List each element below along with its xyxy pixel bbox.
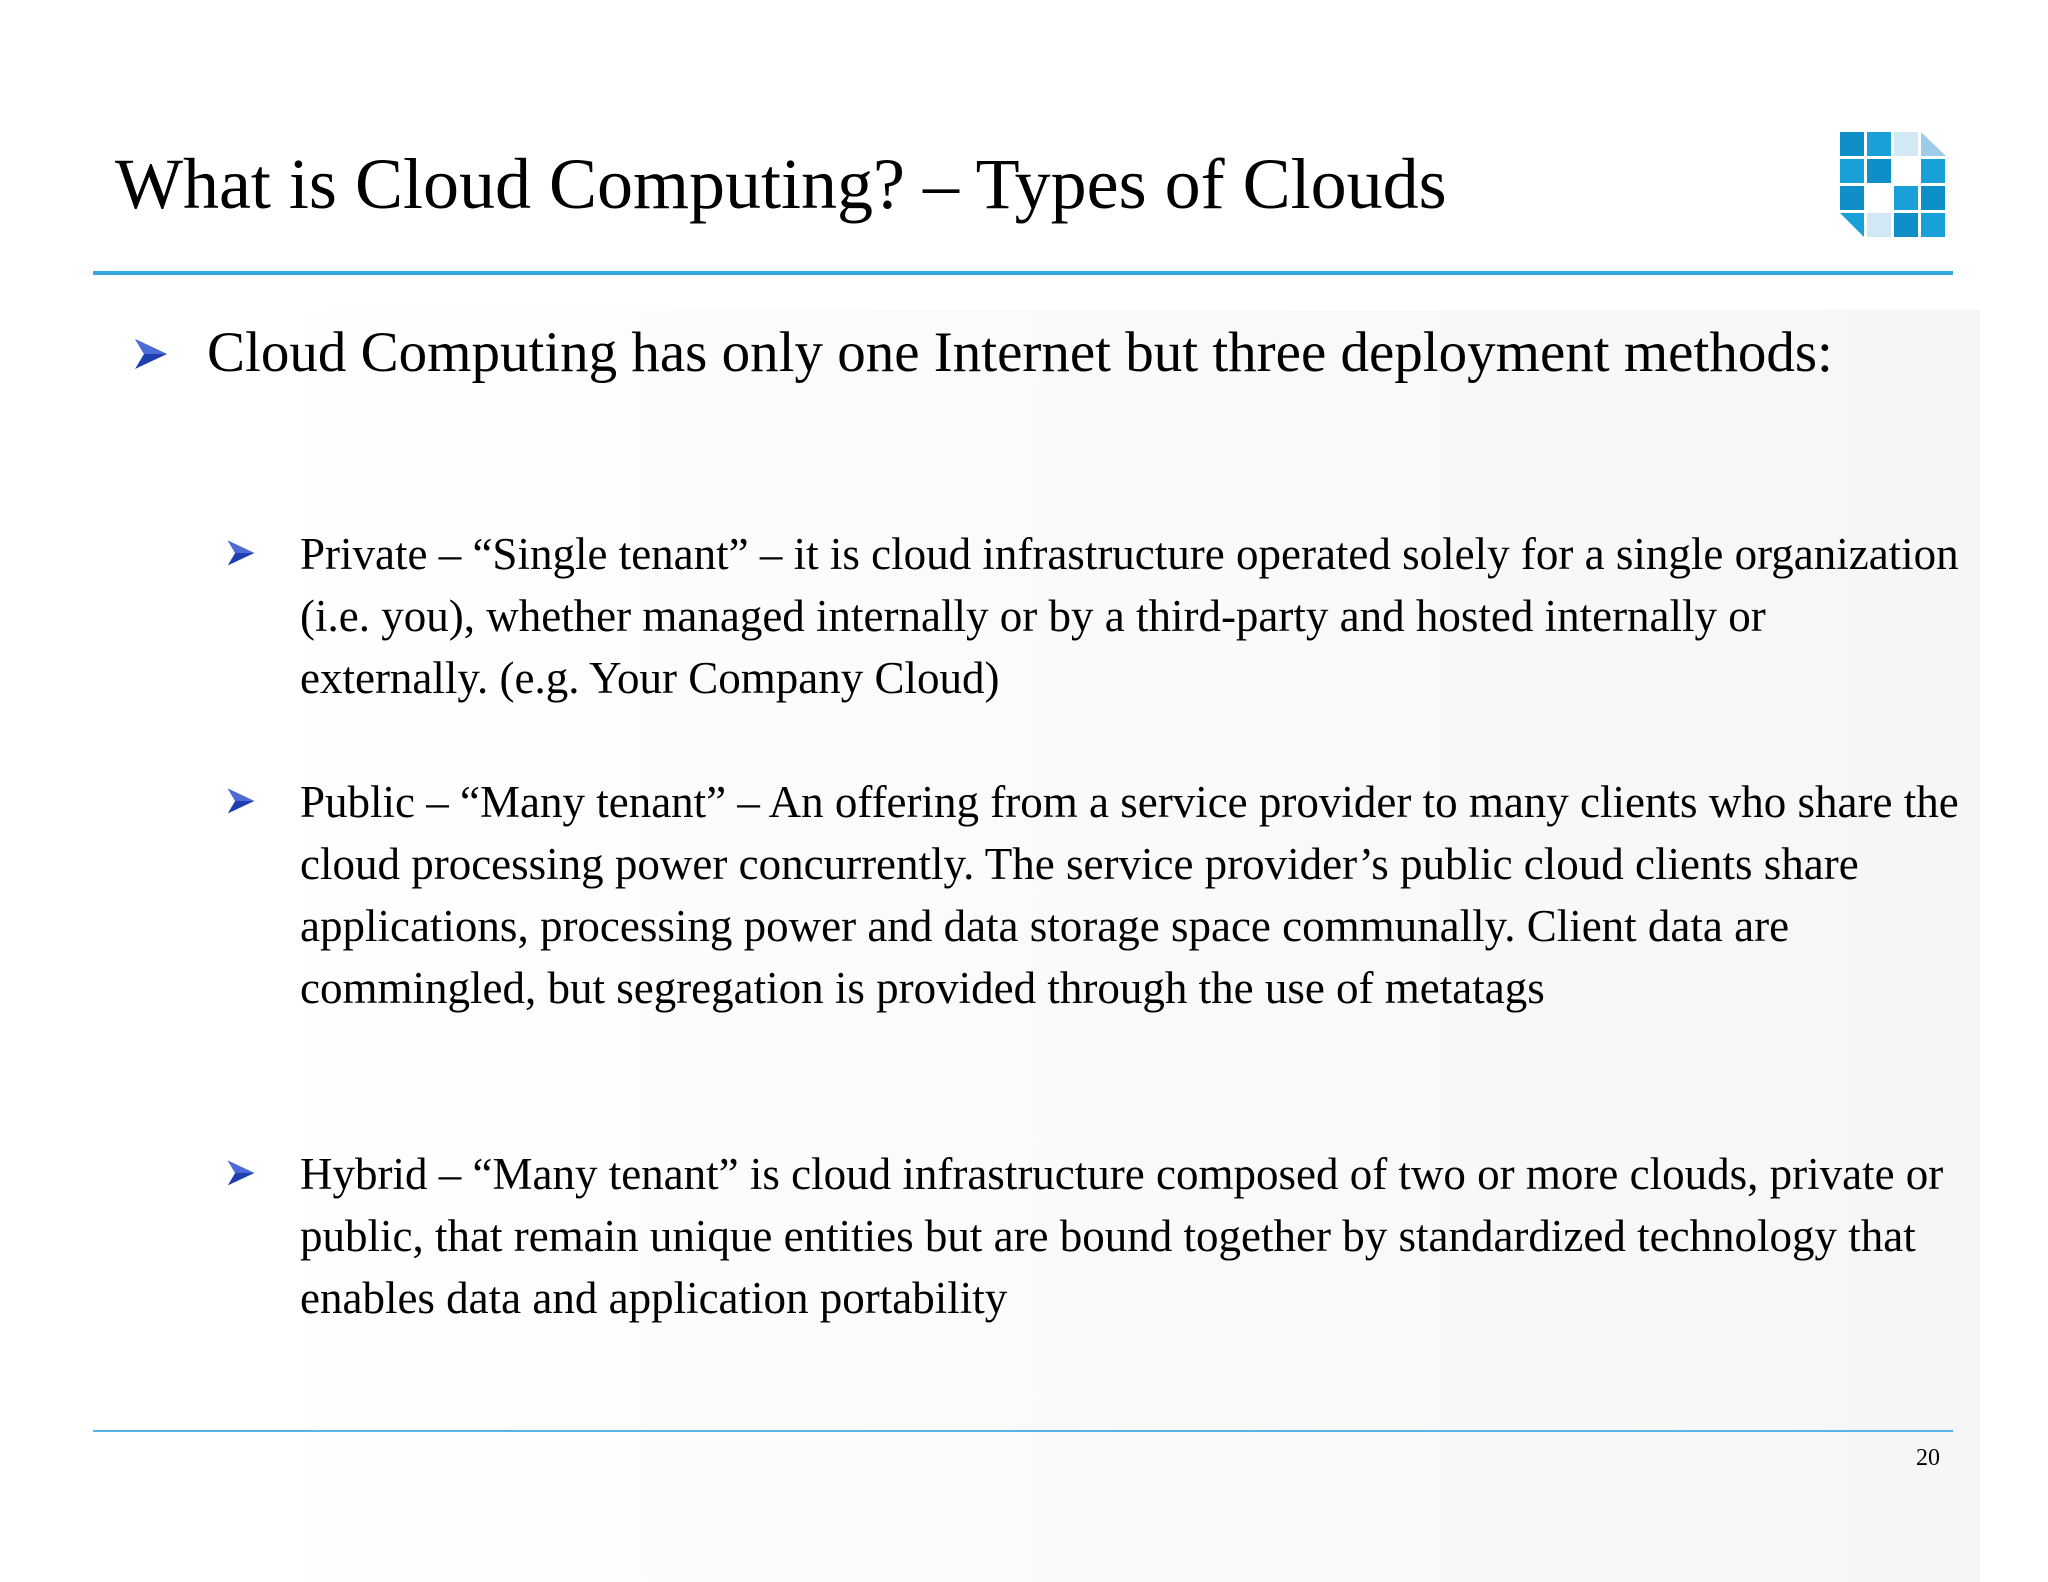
main-bullet-text: Cloud Computing has only one Internet but three deployment methods: (207, 321, 1833, 384)
company-logo-icon (1840, 132, 1946, 240)
arrow-bullet-icon (226, 538, 256, 568)
sub-bullet-text: Private – “Single tenant” – it is cloud infrastructure operated solely for a single organization (i.e. you), whether managed internally or by a third-party and hosted internally or externally. (e.g. Your Company Cloud) (300, 529, 1959, 703)
footer-divider (93, 1430, 1953, 1432)
arrow-bullet-icon (226, 1158, 256, 1188)
title-divider (93, 271, 1953, 275)
sub-bullet-text: Public – “Many tenant” – An offering from a service provider to many clients who share the cloud processing power concurrently. The service provider’s public cloud clients share applications, processing power and data storage space communally. Client data are commingled, but segregation is provided through the use of metatags (300, 777, 1959, 1013)
sub-bullet-text: Hybrid – “Many tenant” is cloud infrastructure composed of two or more clouds, private or public, that remain unique entities but are bound together by standardized technology that enables data and application portability (300, 1149, 1944, 1323)
arrow-bullet-icon (133, 336, 169, 372)
slide-title: What is Cloud Computing? – Types of Clouds (115, 144, 1447, 224)
arrow-bullet-icon (226, 786, 256, 816)
page-number: 20 (1916, 1445, 1940, 1471)
